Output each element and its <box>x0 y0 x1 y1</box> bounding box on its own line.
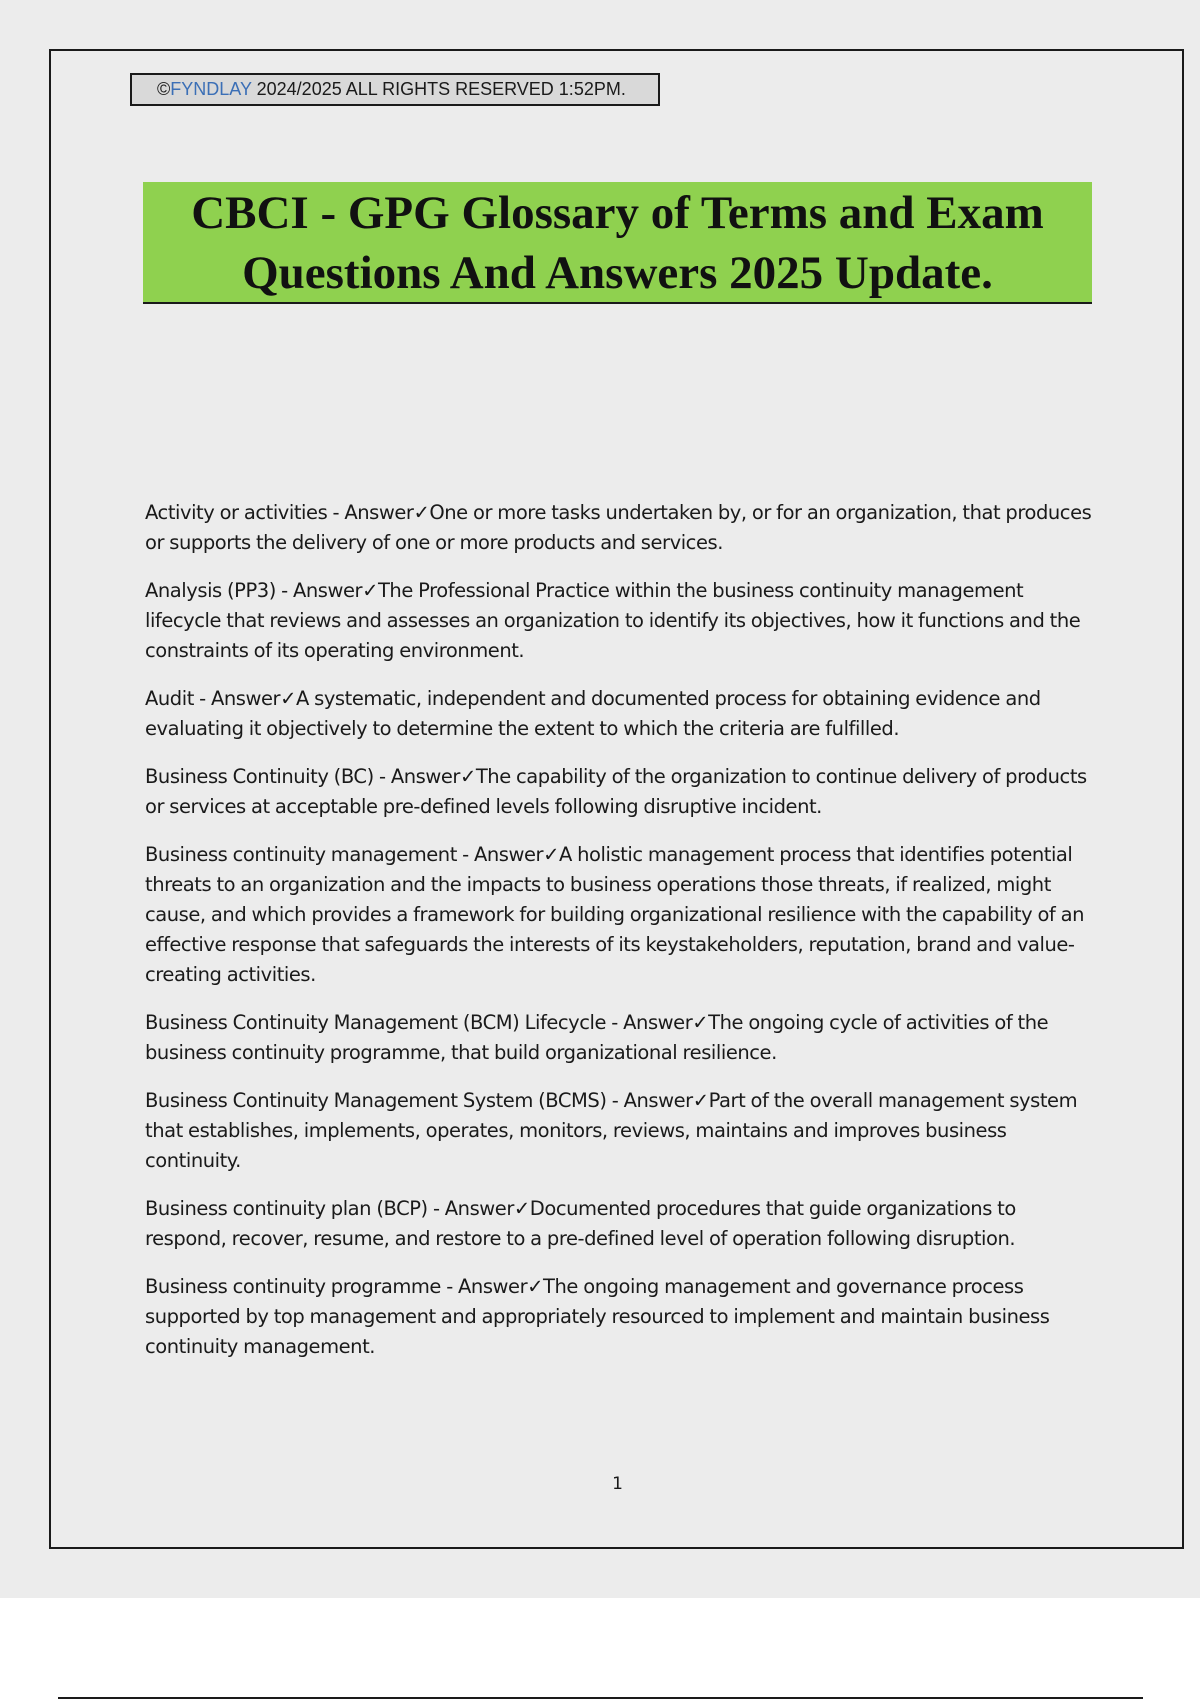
glossary-list <box>145 498 1095 1380</box>
bottom-divider <box>58 1697 1143 1699</box>
title-line-1: CBCI - GPG Glossary of Terms and Exam <box>191 187 1044 239</box>
title-line-2: Questions And Answers 2025 Update. <box>242 247 993 299</box>
page-number: 1 <box>612 1474 623 1494</box>
copyright-symbol: © <box>157 79 171 99</box>
glossary-entry: Activity or activities - Answer✓One or more tasks undertaken by, or for an organization, that produces or supports the delivery of one or more products and services. <box>145 501 1092 554</box>
glossary-entry: Business Continuity Management System (BCMS) - Answer✓Part of the overall management system that establishes, implements, operates, monitors, reviews, maintains and improves business continuity. <box>145 1089 1078 1172</box>
glossary-entry: Business Continuity Management (BCM) Lifecycle - Answer✓The ongoing cycle of activities of the business continuity programme, that build organizational resilience. <box>145 1011 1049 1064</box>
copyright-notice <box>130 73 660 106</box>
glossary-entry: Business Continuity (BC) - Answer✓The capability of the organization to continue delivery of products or services at acceptable pre-defined levels following disruptive incident. <box>145 765 1087 818</box>
rights-text: 2024/2025 ALL RIGHTS RESERVED 1:52PM. <box>251 79 626 99</box>
glossary-entry: Audit - Answer✓A systematic, independent and documented process for obtaining evidence and evaluating it objectively to determine the extent to which the criteria are fulfilled. <box>145 687 1041 740</box>
glossary-entry: Analysis (PP3) - Answer✓The Professional Practice within the business continuity management lifecycle that reviews and assesses an organization to identify its objectives, how it functions and the constraints of its operating environment. <box>145 579 1081 662</box>
document-title <box>143 182 1092 304</box>
glossary-entry: Business continuity plan (BCP) - Answer✓Documented procedures that guide organizations to respond, recover, resume, and restore to a pre-defined level of operation following disruption. <box>145 1197 1016 1250</box>
glossary-entry: Business continuity management - Answer✓A holistic management process that identifies potential threats to an organization and the impacts to business operations those threats, if realized, might cause, and which provides a framework for building organizational resilience with the capability of an effective response that safeguards the interests of its keystakeholders, reputation, brand and value-creating activities. <box>145 843 1085 986</box>
brand-name: FYNDLAY <box>170 79 252 99</box>
glossary-entry: Business continuity programme - Answer✓The ongoing management and governance process supported by top management and appropriately resourced to implement and maintain business continuity management. <box>145 1275 1050 1358</box>
